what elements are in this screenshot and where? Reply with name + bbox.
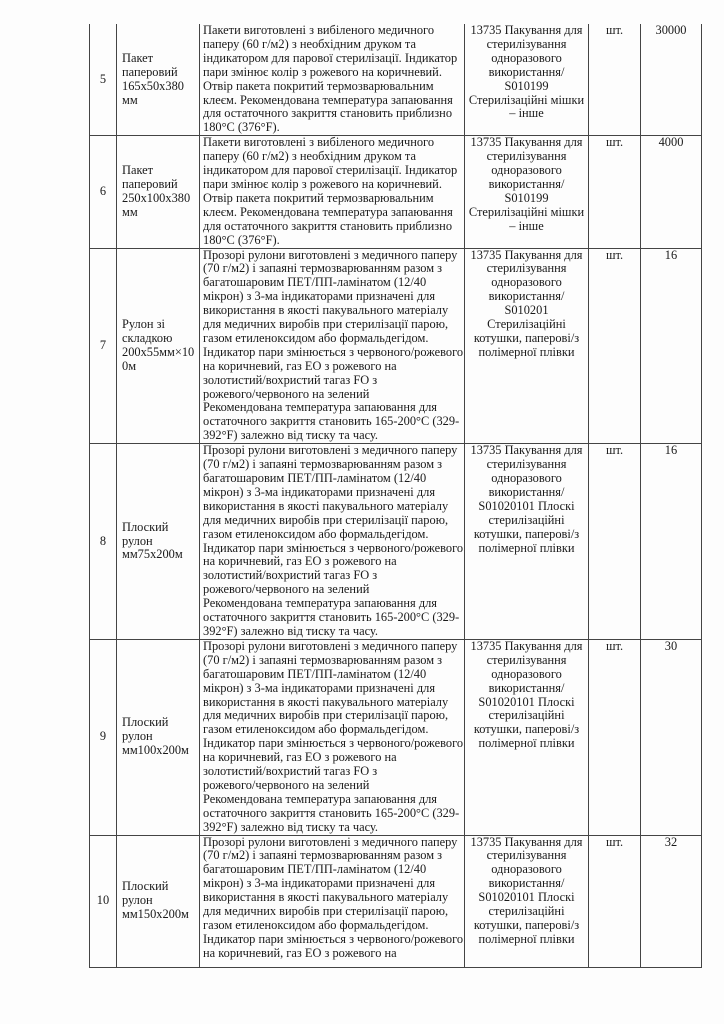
- description-line: мікрон) з 3-ма індикаторами призначені для: [203, 876, 436, 891]
- item-description: [200, 248, 465, 444]
- item-classifier-code: 13735 Пакування для стерилізування одноразового використання/ S01020101 Плоскі стерилізаційні котушки, паперові/з полімерної плівки: [465, 444, 589, 640]
- description-line: Прозорі рулони виготовлені з медичного паперу: [203, 834, 458, 849]
- description-line: використання в якості пакувального матеріалу: [203, 890, 449, 905]
- item-number: 10: [90, 835, 117, 967]
- description-line: мікрон) з 3-ма індикаторами призначені для: [203, 680, 436, 695]
- item-classifier-code: 13735 Пакування для стерилізування одноразового використання/ S01020101 Плоскі стерилізаційні котушки, паперові/з полімерної плівки: [465, 639, 589, 835]
- description-line: газом етиленоксидом або формальдегідом.: [203, 330, 429, 345]
- description-line: Індикатор пари змінюється з червоного/рожевого: [203, 344, 464, 359]
- item-name: Рулон зі складкою 200x55мм×10 0м: [117, 248, 200, 444]
- item-quantity: 30: [641, 639, 702, 835]
- description-line: багатошаровим ПЕТ/ПП-ламінатом (12/40: [203, 666, 427, 681]
- item-unit: шт.: [589, 444, 641, 640]
- description-line: Індикатор пари змінюється з червоного/рожевого: [203, 931, 464, 946]
- description-line: остаточного закриття становить 165-200°C (329-: [203, 414, 460, 429]
- description-line: рожевого/червоного на зелений: [203, 777, 370, 792]
- item-unit: шт.: [589, 248, 641, 444]
- description-line: Рекомендована температура запаювання для: [203, 400, 438, 415]
- item-number: 9: [90, 639, 117, 835]
- description-line: на коричневий, газ ЕО з рожевого на: [203, 358, 397, 373]
- description-line: індикатором для парової стерилізації. Індикатор: [203, 163, 458, 178]
- description-line: Рекомендована температура запаювання для: [203, 791, 438, 806]
- description-line: золотистий/вохристий тагаз FO з: [203, 568, 378, 583]
- description-line: Прозорі рулони виготовлені з медичного паперу: [203, 443, 458, 458]
- description-line: для медичних виробів при стерилізації парою,: [203, 708, 449, 723]
- item-number: 7: [90, 248, 117, 444]
- description-line: газом етиленоксидом або формальдегідом.: [203, 526, 429, 541]
- description-line: пари змінює колір з рожевого на коричневий.: [203, 64, 442, 79]
- description-line: для остаточного закриття становить приблизно: [203, 106, 453, 121]
- description-line: Пакети виготовлені з вибіленого медичного: [203, 23, 435, 37]
- description-line: на коричневий, газ ЕО з рожевого на: [203, 945, 397, 960]
- description-line: багатошаровим ПЕТ/ПП-ламінатом (12/40: [203, 862, 427, 877]
- description-line: індикатором для парової стерилізації. Індикатор: [203, 50, 458, 65]
- item-description: [200, 835, 465, 967]
- item-quantity: 4000: [641, 136, 702, 248]
- table-body: [90, 24, 702, 967]
- description-line: використання в якості пакувального матеріалу: [203, 498, 449, 513]
- item-unit: шт.: [589, 639, 641, 835]
- description-line: клеєм. Рекомендована температура запаювання: [203, 204, 453, 219]
- description-line: багатошаровим ПЕТ/ПП-ламінатом (12/40: [203, 275, 427, 290]
- item-name: Плоский рулон мм100x200м: [117, 639, 200, 835]
- table-row: [90, 248, 702, 444]
- description-line: (70 г/м2) і запаяні термозварюванням разом з: [203, 652, 443, 667]
- description-line: Прозорі рулони виготовлені з медичного паперу: [203, 247, 458, 262]
- description-line: Пакети виготовлені з вибіленого медичного: [203, 135, 435, 150]
- description-line: газом етиленоксидом або формальдегідом.: [203, 722, 429, 737]
- item-description: [200, 639, 465, 835]
- item-quantity: 16: [641, 444, 702, 640]
- item-classifier-code: 13735 Пакування для стерилізування одноразового використання/ S010201 Стерилізаційні котушки, паперові/з полімерної плівки: [465, 248, 589, 444]
- item-unit: шт.: [589, 136, 641, 248]
- description-line: рожевого/червоного на зелений: [203, 582, 370, 597]
- description-line: Індикатор пари змінюється з червоного/рожевого: [203, 540, 464, 555]
- description-line: Рекомендована температура запаювання для: [203, 596, 438, 611]
- item-unit: шт.: [589, 24, 641, 136]
- description-line: використання в якості пакувального матеріалу: [203, 303, 449, 318]
- item-quantity: 30000: [641, 24, 702, 136]
- description-line: на коричневий, газ ЕО з рожевого на: [203, 554, 397, 569]
- item-quantity: 32: [641, 835, 702, 967]
- item-classifier-code: 13735 Пакування для стерилізування одноразового використання/ S010199 Стерилізаційні мішки – інше: [465, 136, 589, 248]
- table-row: [90, 639, 702, 835]
- description-line: Отвір пакета покритий термозварювальним: [203, 78, 434, 93]
- item-description: [200, 444, 465, 640]
- description-line: паперу (60 г/м2) з необхідним друком та: [203, 36, 416, 51]
- table-row: [90, 136, 702, 248]
- description-line: 392°F) залежно від тиску та часу.: [203, 428, 378, 443]
- description-line: газом етиленоксидом або формальдегідом.: [203, 918, 429, 932]
- item-name: Пакет паперовий 250x100x380 мм: [117, 136, 200, 248]
- description-line: Прозорі рулони виготовлені з медичного паперу: [203, 638, 458, 653]
- description-line: остаточного закриття становить 165-200°C (329-: [203, 805, 460, 820]
- description-line: мікрон) з 3-ма індикаторами призначені для: [203, 289, 436, 304]
- description-line: (70 г/м2) і запаяні термозварюванням разом з: [203, 261, 443, 276]
- description-line: використання в якості пакувального матеріалу: [203, 694, 449, 709]
- description-line: 392°F) залежно від тиску та часу.: [203, 819, 378, 834]
- description-line: багатошаровим ПЕТ/ПП-ламінатом (12/40: [203, 471, 427, 485]
- description-line: пари змінює колір з рожевого на коричневий.: [203, 176, 442, 191]
- description-line: паперу (60 г/м2) з необхідним друком та: [203, 149, 416, 164]
- description-line: Індикатор пари змінюється з червоного/рожевого: [203, 736, 464, 751]
- description-line: на коричневий, газ ЕО з рожевого на: [203, 750, 397, 765]
- item-unit: шт.: [589, 835, 641, 967]
- description-line: клеєм. Рекомендована температура запаювання: [203, 92, 453, 107]
- description-line: (70 г/м2) і запаяні термозварюванням разом з: [203, 457, 443, 472]
- description-line: 180°C (376°F).: [203, 120, 280, 135]
- description-line: золотистий/вохристий тагаз FO з: [203, 764, 378, 779]
- item-description: [200, 24, 465, 136]
- item-number: 5: [90, 24, 117, 136]
- specification-table: [89, 24, 702, 968]
- description-line: остаточного закриття становить 165-200°C (329-: [203, 610, 460, 625]
- description-line: мікрон) з 3-ма індикаторами призначені для: [203, 484, 436, 499]
- table-row: [90, 24, 702, 136]
- item-name: Плоский рулон мм150x200м: [117, 835, 200, 967]
- description-line: для медичних виробів при стерилізації парою,: [203, 512, 449, 527]
- item-classifier-code: 13735 Пакування для стерилізування одноразового використання/ S010199 Стерилізаційні мішки – інше: [465, 24, 589, 136]
- item-classifier-code: 13735 Пакування для стерилізування одноразового використання/ S01020101 Плоскі стерилізаційні котушки, паперові/з полімерної плівки: [465, 835, 589, 967]
- item-number: 6: [90, 136, 117, 248]
- description-line: 180°C (376°F).: [203, 232, 280, 247]
- item-quantity: 16: [641, 248, 702, 444]
- table-row: [90, 444, 702, 640]
- description-line: 392°F) залежно від тиску та часу.: [203, 623, 378, 638]
- description-line: для остаточного закриття становить приблизно: [203, 218, 453, 233]
- table-row: [90, 835, 702, 967]
- description-line: рожевого/червоного на зелений: [203, 386, 370, 401]
- item-number: 8: [90, 444, 117, 640]
- description-line: для медичних виробів при стерилізації парою,: [203, 317, 449, 332]
- description-line: (70 г/м2) і запаяні термозварюванням разом з: [203, 848, 443, 863]
- description-line: Отвір пакета покритий термозварювальним: [203, 190, 434, 205]
- description-line: золотистий/вохристий тагаз FO з: [203, 372, 378, 387]
- item-description: [200, 136, 465, 248]
- description-line: для медичних виробів при стерилізації парою,: [203, 904, 449, 919]
- item-name: Плоский рулон мм75x200м: [117, 444, 200, 640]
- item-name: Пакет паперовий 165x50x380 мм: [117, 24, 200, 136]
